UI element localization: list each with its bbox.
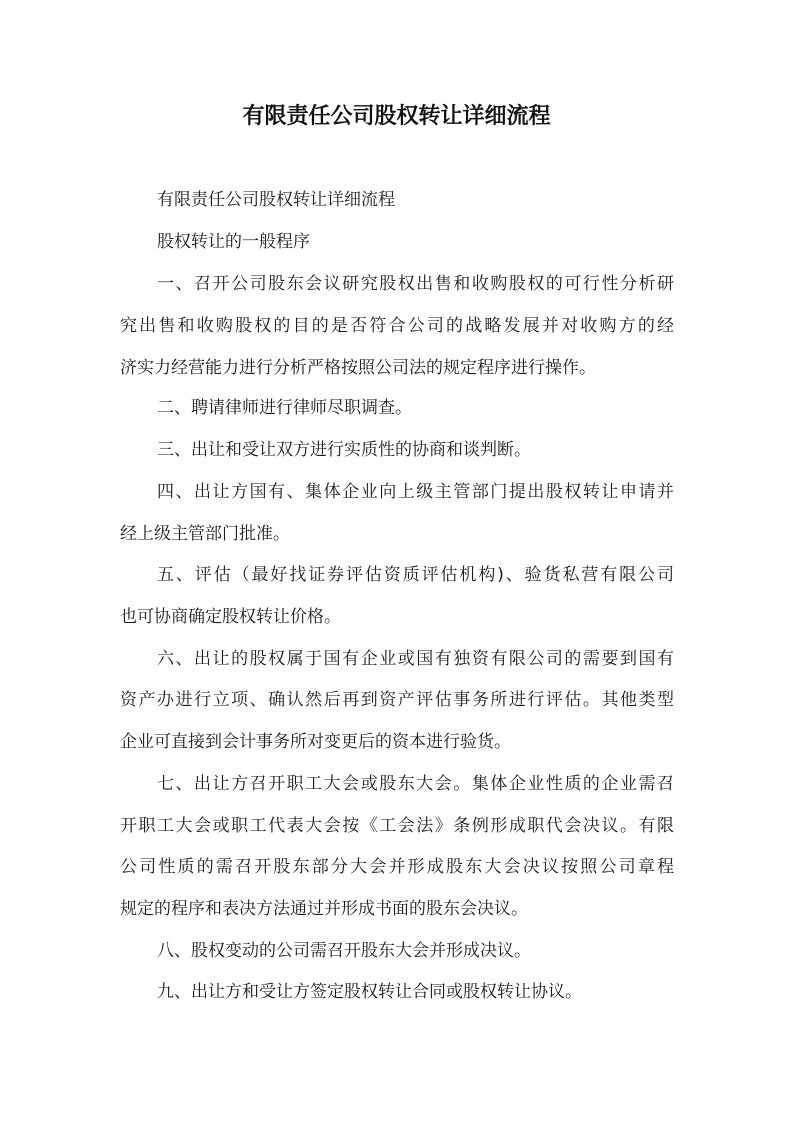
step-7-line-3: 公司性质的需召开股东部分大会并形成股东大会决议按照公司章程 <box>120 857 674 877</box>
document-title: 有限责任公司股权转让详细流程 <box>242 104 551 129</box>
step-4-line-2: 经上级主管部门批准。 <box>120 524 290 544</box>
step-4-line-1: 四、出让方国有、集体企业向上级主管部门提出股权转让申请并 <box>157 482 674 502</box>
step-6-line-3: 企业可直接到会计事务所对变更后的资本进行验货。 <box>120 732 511 752</box>
step-9-line-1: 九、出让方和受让方签定股权转让合同或股权转让协议。 <box>157 982 582 1002</box>
step-5-line-2: 也可协商确定股权转让价格。 <box>120 607 341 627</box>
step-6-line-1: 六、出让的股权属于国有企业或国有独资有限公司的需要到国有 <box>157 649 674 669</box>
step-7-line-4: 规定的程序和表决方法通过并形成书面的股东会决议。 <box>120 899 528 919</box>
step-7-line-2: 开职工大会或职工代表大会按《工会法》条例形成职代会决议。有限 <box>120 816 674 836</box>
step-5-line-1: 五、评估（最好找证券评估资质评估机构)、验货私营有限公司 <box>157 565 674 585</box>
step-2-line-1: 二、聘请律师进行律师尽职调查。 <box>157 398 412 418</box>
step-3-line-1: 三、出让和受让双方进行实质性的协商和谈判断。 <box>157 440 531 460</box>
step-7-line-1: 七、出让方召开职工大会或股东大会。集体企业性质的企业需召 <box>157 774 674 794</box>
step-8-line-1: 八、股权变动的公司需召开股东大会并形成决议。 <box>157 941 531 961</box>
step-6-line-2: 资产办进行立项、确认然后再到资产评估事务所进行评估。其他类型 <box>120 690 674 710</box>
section-heading: 股权转让的一般程序 <box>157 232 310 252</box>
step-1-line-2: 究出售和收购股权的目的是否符合公司的战略发展并对收购方的经 <box>120 316 674 336</box>
step-1-line-1: 一、召开公司股东会议研究股权出售和收购股权的可行性分析研 <box>157 274 674 294</box>
step-1-line-3: 济实力经营能力进行分析严格按照公司法的规定程序进行操作。 <box>120 358 596 378</box>
document-subtitle: 有限责任公司股权转让详细流程 <box>157 190 395 210</box>
